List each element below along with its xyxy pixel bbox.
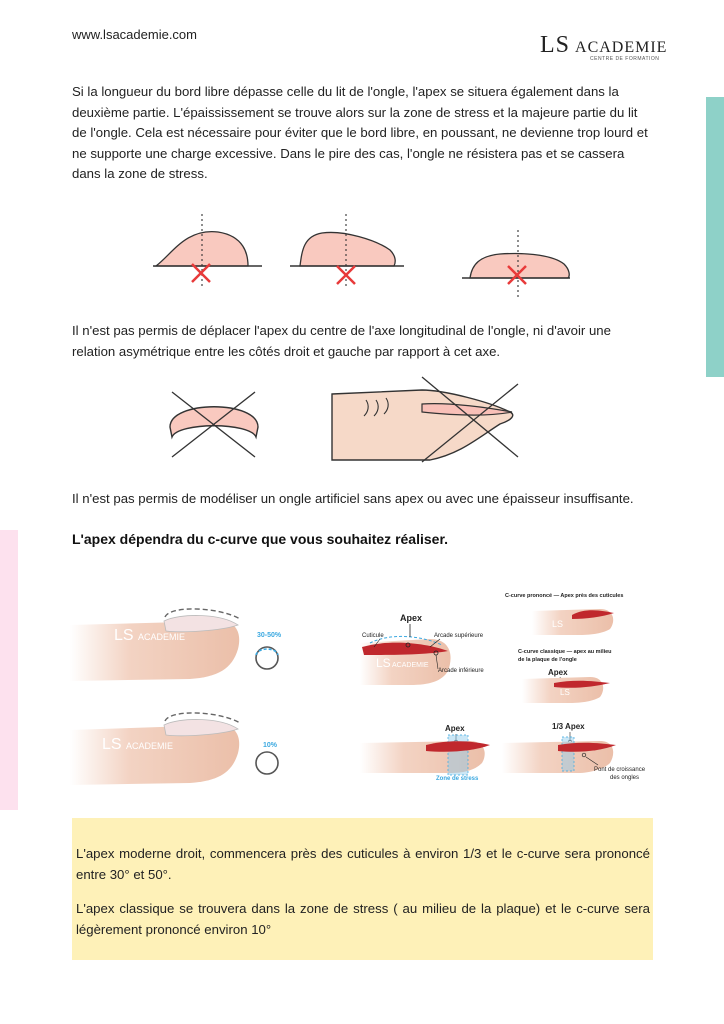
percent-bottom-label: 10%: [263, 742, 278, 749]
logo-academie: ACADEMIE: [575, 39, 668, 56]
percent-top-label: 30-50%: [257, 632, 282, 639]
finger-side-view: [332, 377, 518, 462]
watermark-ls: LS: [114, 627, 134, 644]
wrong-apex-profiles-diagram: [140, 210, 580, 300]
c-curve-circle-flat-icon: [256, 752, 278, 774]
logo-subtitle: CENTRE DE FORMATION: [590, 56, 660, 62]
profile-3: [462, 230, 570, 298]
cross-mark-icon: [337, 266, 355, 284]
apex-label: Apex: [400, 613, 423, 623]
finger-modern-apex: [70, 609, 240, 681]
pont-croissance-label-line1: Pont de croissance: [594, 767, 646, 773]
apex-stress-label: Apex: [445, 724, 465, 733]
paragraph-free-edge: Si la longueur du bord libre dépasse celle du lit de l'ongle, l'apex se situera également dans la deuxième partie. L'épaississement se trouve alors sur la zone de stress et la majeure partie du lit de l'ongle. Cela est nécessaire pour éviter que le bord libre, en poussant, ne devienne trop lourd et ne supporte une charge excessive. Dans le pire des cas, l'ongle ne résistera pas et se cassera dans la zone de stress.: [72, 84, 648, 181]
info-box: [72, 818, 653, 960]
side-accent-pink: [0, 530, 18, 810]
c-curve-classique-label-line2: de la plaque de l'ongle: [518, 657, 577, 663]
info-classic-apex: L'apex classique se trouvera dans la zone de stress ( au milieu de la plaque) et le c-curve sera légèrement prononcé environ 10°: [76, 901, 650, 937]
finger-classic-apex: [70, 713, 240, 785]
info-modern-apex: L'apex moderne droit, commencera près des cuticules à environ 1/3 et le c-curve sera prononcé entre 30° et 50°.: [76, 846, 650, 882]
pont-croissance-label-line2: des ongles: [610, 775, 640, 781]
watermark-academie: ACADEMIE: [126, 741, 174, 751]
c-curve-prononce-label: C-curve prononcé — Apex près des cuticules: [505, 593, 624, 599]
no-apex-diagram: [160, 372, 540, 472]
c-curve-circle-pronounced-icon: [256, 647, 278, 669]
side-accent-teal: [706, 97, 724, 377]
watermark-ls: LS: [560, 688, 570, 697]
finger-c-curve-classic: [522, 677, 610, 703]
nail-cross-section: [170, 392, 258, 457]
cross-mark-icon: [192, 264, 210, 282]
watermark-academie: ACADEMIE: [392, 662, 429, 669]
profile-1: [153, 214, 262, 286]
watermark-ls: LS: [552, 619, 564, 629]
section-heading-c-curve: L'apex dépendra du c-curve que vous souhaitez réaliser.: [72, 531, 449, 547]
profile-2: [290, 214, 404, 286]
zone-de-stress-label: Zone de stress: [436, 776, 479, 782]
paragraph-no-apex: Il n'est pas permis de modéliser un ongle artificiel sans apex ou avec une épaisseur insuffisante.: [72, 491, 634, 506]
finger-c-curve-pronounced: [532, 609, 614, 635]
finger-stress-zone: [360, 735, 490, 775]
watermark-academie: ACADEMIE: [138, 632, 186, 642]
paragraph-apex-axis: Il n'est pas permis de déplacer l'apex du centre de l'axe longitudinal de l'ongle, ni d'avoir une relation asymétrique entre les côtés droit et gauche par rapport à cet axe.: [72, 323, 611, 359]
arcade-superieure-label: Arcade supérieure: [434, 633, 484, 639]
watermark-ls: LS: [102, 736, 122, 753]
c-curve-classique-label-line1: C-curve classique — apex au milieu: [518, 649, 612, 655]
apex-classic-label: Apex: [548, 668, 568, 677]
ls-academie-logo: [540, 32, 667, 59]
cuticule-label: Cuticule: [362, 633, 384, 639]
one-third-apex-label: 1/3 Apex: [552, 722, 585, 731]
watermark-ls: LS: [376, 656, 391, 670]
arcade-inferieure-label: Arcade inférieure: [438, 668, 484, 674]
c-curve-illustration: [70, 585, 650, 795]
site-url[interactable]: www.lsacademie.com: [72, 27, 197, 42]
logo-ls: LS: [540, 32, 571, 58]
